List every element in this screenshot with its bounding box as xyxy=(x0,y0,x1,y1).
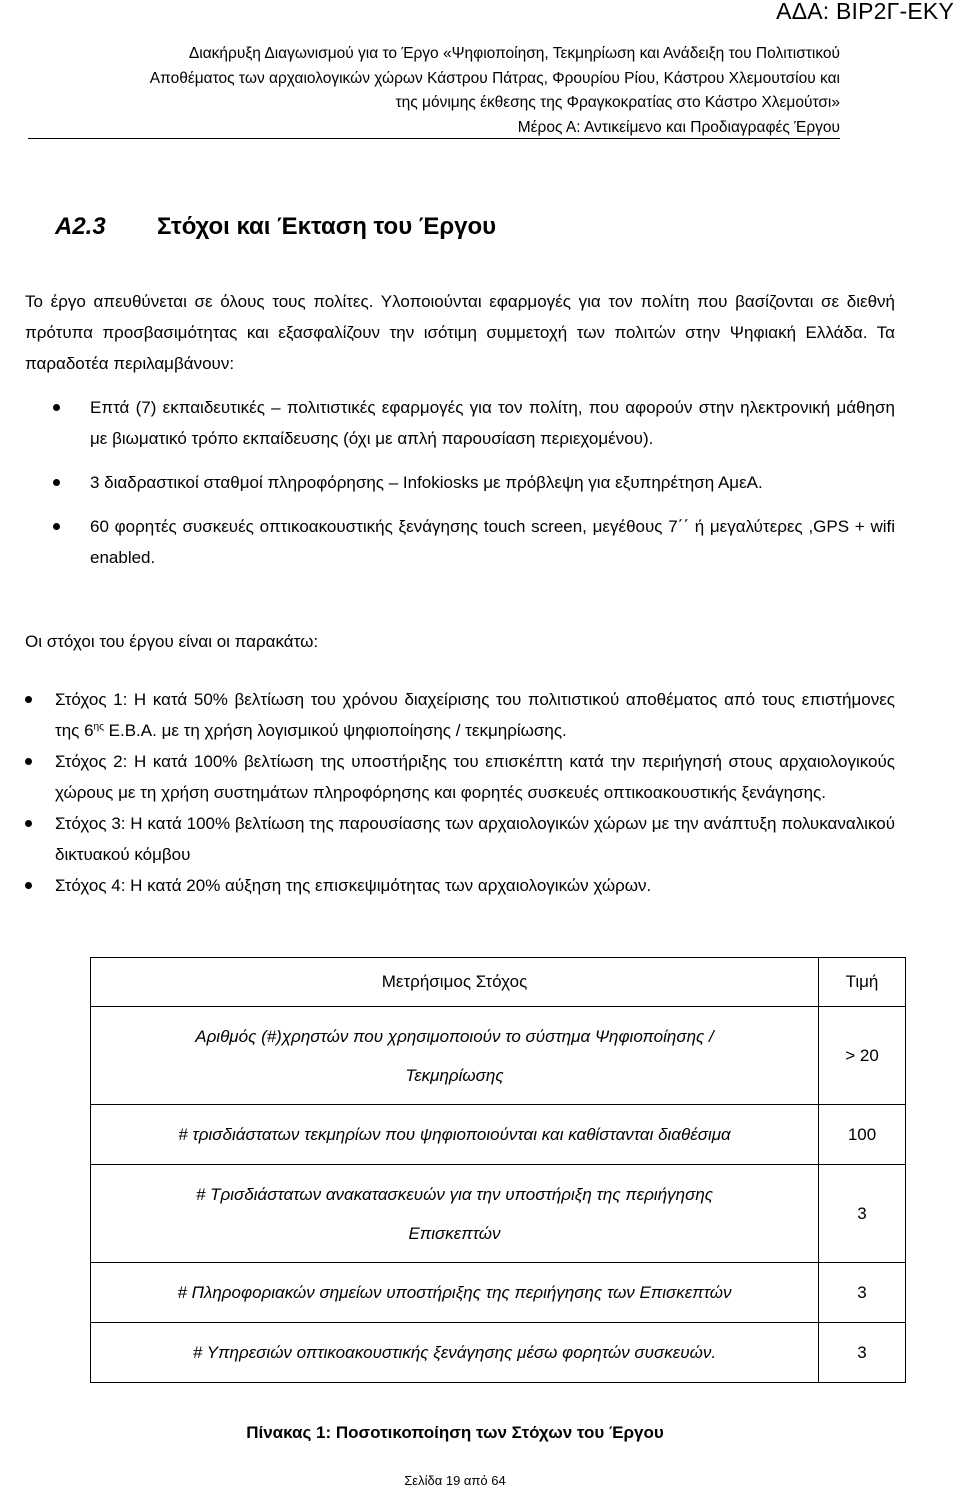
list-item xyxy=(0,870,895,901)
list-item xyxy=(0,684,895,746)
bullet-icon xyxy=(53,523,60,530)
table-header-row xyxy=(91,958,906,1007)
goal-2-text: Στόχος 2: Η κατά 100% βελτίωση της υποστήριξης του επισκέπτη κατά την περιήγησή στους αρχαιολογικούς χώρους με τη χρήση συστημάτων πληροφόρησης και φορητές συσκευές οπτικοακουστικής ξενάγησης. xyxy=(55,752,895,802)
metric-cell: Αριθμός (#)χρηστών που χρησιμοποιούν το σύστημα Ψηφιοποίησης / Τεκμηρίωσης xyxy=(91,1007,819,1105)
goals-list xyxy=(0,684,895,901)
value-cell: 3 xyxy=(819,1165,906,1263)
value-cell: 100 xyxy=(819,1105,906,1165)
section-number: Α2.3 xyxy=(55,213,106,240)
ada-code: ΑΔΑ: ΒΙΡ2Γ-ΕΚΥ xyxy=(776,0,954,24)
table-row xyxy=(91,1165,906,1263)
table-caption: Πίνακας 1: Ποσοτικοποίηση των Στόχων του Έργου xyxy=(246,1423,664,1442)
value-cell: 3 xyxy=(819,1323,906,1383)
section-heading xyxy=(55,213,496,241)
metric-cell: # Τρισδιάστατων ανακατασκευών για την υποστήριξη της περιήγησης Επισκεπτών xyxy=(91,1165,819,1263)
metric-cell: # Πληροφοριακών σημείων υποστήριξης της περιήγησης των Επισκεπτών xyxy=(91,1263,819,1323)
bullet-icon xyxy=(53,479,60,486)
table-row xyxy=(91,1105,906,1165)
goal-1-text-end: Ε.Β.Α. με τη χρήση λογισμικού ψηφιοποίησης / τεκμηρίωσης. xyxy=(103,721,567,740)
intro-paragraph: Το έργο απευθύνεται σε όλους τους πολίτες. Υλοποιούνται εφαρμογές για τον πολίτη που βασίζονται σε διεθνή πρότυπα προσβασιμότητας και εξασφαλίζουν την ισότιμη συμμετοχή των πολιτών στην Ψηφιακή Ελλάδα. Τα παραδοτέα περιλαμβάνουν: xyxy=(25,292,895,373)
list-item xyxy=(0,511,895,573)
goals-intro: Οι στόχοι του έργου είναι οι παρακάτω: xyxy=(25,632,319,651)
header-line-2: Αποθέματος των αρχαιολογικών χώρων Κάστρου Πάτρας, Φρουρίου Ρίου, Κάστρου Χλεμουτσίου και xyxy=(149,69,840,87)
header-value: Τιμή xyxy=(819,958,906,1007)
metric-cell: # τρισδιάστατων τεκμηρίων που ψηφιοποιούνται και καθίστανται διαθέσιμα xyxy=(91,1105,819,1165)
goal-4-text: Στόχος 4: Η κατά 20% αύξηση της επισκεψιμότητας των αρχαιολογικών χώρων. xyxy=(55,876,652,895)
value-cell: 3 xyxy=(819,1263,906,1323)
section-title: Στόχοι και Έκταση του Έργου xyxy=(157,213,497,240)
deliverables-list xyxy=(0,392,895,573)
deliverable-text: 60 φορητές συσκευές οπτικοακουστικής ξενάγησης touch screen, μεγέθους 7΄΄ ή μεγαλύτερες ,GPS + wifi enabled. xyxy=(90,517,895,567)
header-line-4: Μέρος Α: Αντικείμενο και Προδιαγραφές Έργου xyxy=(517,118,840,136)
bullet-icon xyxy=(25,696,32,703)
table-row xyxy=(91,1263,906,1323)
metrics-table xyxy=(90,957,906,1383)
list-item xyxy=(0,467,895,498)
header-metric: Μετρήσιμος Στόχος xyxy=(91,958,819,1007)
deliverable-text: Επτά (7) εκπαιδευτικές – πολιτιστικές εφαρμογές για τον πολίτη, που αφορούν στην ηλεκτρονική μάθηση με βιωματικό τρόπο εκπαίδευσης (όχι με απλή παρουσίαση περιεχομένου). xyxy=(90,398,895,448)
value-cell: > 20 xyxy=(819,1007,906,1105)
table-row xyxy=(91,1007,906,1105)
goal-1-text: Στόχος 1: Η κατά 50% βελτίωση του χρόνου διαχείρισης του πολιτιστικού αποθέματος από τους επιστήμονες της 6 xyxy=(55,690,895,740)
header-divider xyxy=(28,138,840,139)
bullet-icon xyxy=(25,758,32,765)
bullet-icon xyxy=(25,820,32,827)
list-item xyxy=(0,392,895,454)
deliverable-text: 3 διαδραστικοί σταθμοί πληροφόρησης – Infokiosks με πρόβλεψη για εξυπηρέτηση ΑμεΑ. xyxy=(90,473,763,492)
list-item xyxy=(0,746,895,808)
goal-1-superscript: ης xyxy=(93,721,104,733)
header-line-1: Διακήρυξη Διαγωνισμού για το Έργο «Ψηφιοποίηση, Τεκμηρίωση και Ανάδειξη του Πολιτιστικού xyxy=(188,45,840,62)
bullet-icon xyxy=(53,404,60,411)
goal-3-text: Στόχος 3: Η κατά 100% βελτίωση της παρουσίασης των αρχαιολογικών χώρων με την ανάπτυξη πολυκαναλικού δικτυακού κόμβου xyxy=(55,814,895,864)
document-header xyxy=(20,42,840,140)
header-line-3: της μόνιμης έκθεσης της Φραγκοκρατίας στο Κάστρο Χλεμούτσι» xyxy=(395,94,840,111)
list-item xyxy=(0,808,895,870)
bullet-icon xyxy=(25,882,32,889)
table-row xyxy=(91,1323,906,1383)
page-number: Σελίδα 19 από 64 xyxy=(404,1473,506,1488)
metric-cell: # Υπηρεσιών οπτικοακουστικής ξενάγησης μέσω φορητών συσκευών. xyxy=(91,1323,819,1383)
